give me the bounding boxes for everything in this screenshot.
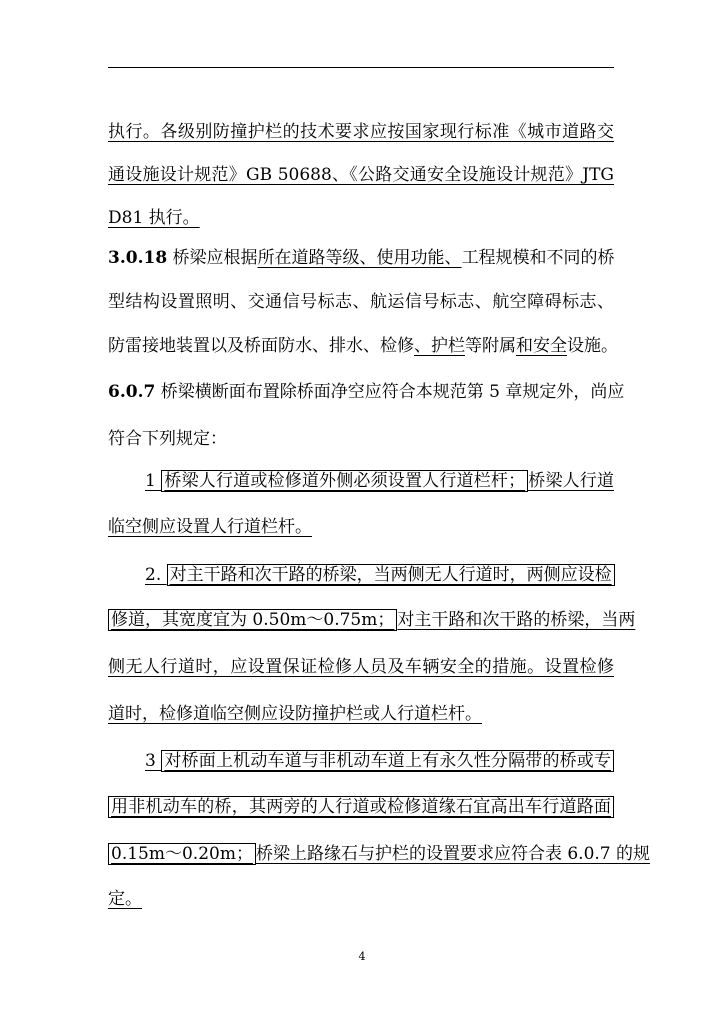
item-3-line-1: 3 对桥面上机动车道与非机动车道上有永久性分隔带的桥或专 [145,746,614,776]
page-number: 4 [358,950,366,963]
highlight-box: 用非机动车的桥，其两旁的人行道或检修道缘石宜高出车行道路面 [108,796,614,818]
text-line-2: 通设施设计规范》GB 50688、《公路交通安全设施设计规范》JTG [108,165,614,185]
item-1-line-2: 临空侧应设置人行道栏杆。 [108,517,312,537]
clause-3-0-18-line-1: 3.0.18 桥梁应根据所在道路等级、使用功能、工程规模和不同的桥 [108,248,615,268]
highlight-box: 0.15m～0.20m； [108,843,256,865]
item-1-line-1: 1 桥梁人行道或检修道外侧必须设置人行道栏杆； 桥梁人行道 [145,471,614,491]
clause-3-0-18-line-2: 型结构设置照明、交通信号标志、航运信号标志、航空障碍标志、 [108,292,614,312]
item-2-line-2: 修道，其宽度宜为 0.50m～0.75m； 对主干路和次干路的桥梁，当两 [108,605,614,635]
clause-3-0-18-line-3: 防雷接地装置以及桥面防水、排水、检修、护栏等附属和安全设施。 [108,336,618,356]
text-line-1: 执行。各级别防撞护栏的技术要求应按国家现行标准《城市道路交 [108,122,614,142]
highlight-box: 对主干路和次干路的桥梁，当两侧无人行道时，两侧应设检 [167,564,615,586]
highlight-box: 对桥面上机动车道与非机动车道上有永久性分隔带的桥或专 [161,750,614,772]
item-2-line-3: 侧无人行道时，应设置保证检修人员及车辆安全的措施。设置检修 [108,657,614,677]
highlight-box: 修道，其宽度宜为 0.50m～0.75m； [108,609,397,631]
clause-6-0-7-line-2: 符合下列规定： [108,429,227,449]
text-line-3: D81 执行。 [108,208,200,228]
clause-number: 3.0.18 [108,248,168,268]
highlight-box: 桥梁人行道或检修道外侧必须设置人行道栏杆； [161,470,528,492]
item-2-line-1: 2. 对主干路和次干路的桥梁，当两侧无人行道时，两侧应设检 [145,560,614,590]
item-3-line-4: 定。 [108,889,142,909]
clause-number: 6.0.7 [108,382,156,402]
item-3-line-3: 0.15m～0.20m； 桥梁上路缘石与护栏的设置要求应符合表 6.0.7 的规 [108,839,614,869]
header-rule [108,67,614,68]
item-3-line-2 [108,792,614,822]
clause-6-0-7-line-1: 6.0.7 桥梁横断面布置除桥面净空应符合本规范第 5 章规定外，尚应 [108,382,625,402]
item-2-line-4: 道时，检修道临空侧应设防撞护栏或人行道栏杆。 [108,704,482,724]
